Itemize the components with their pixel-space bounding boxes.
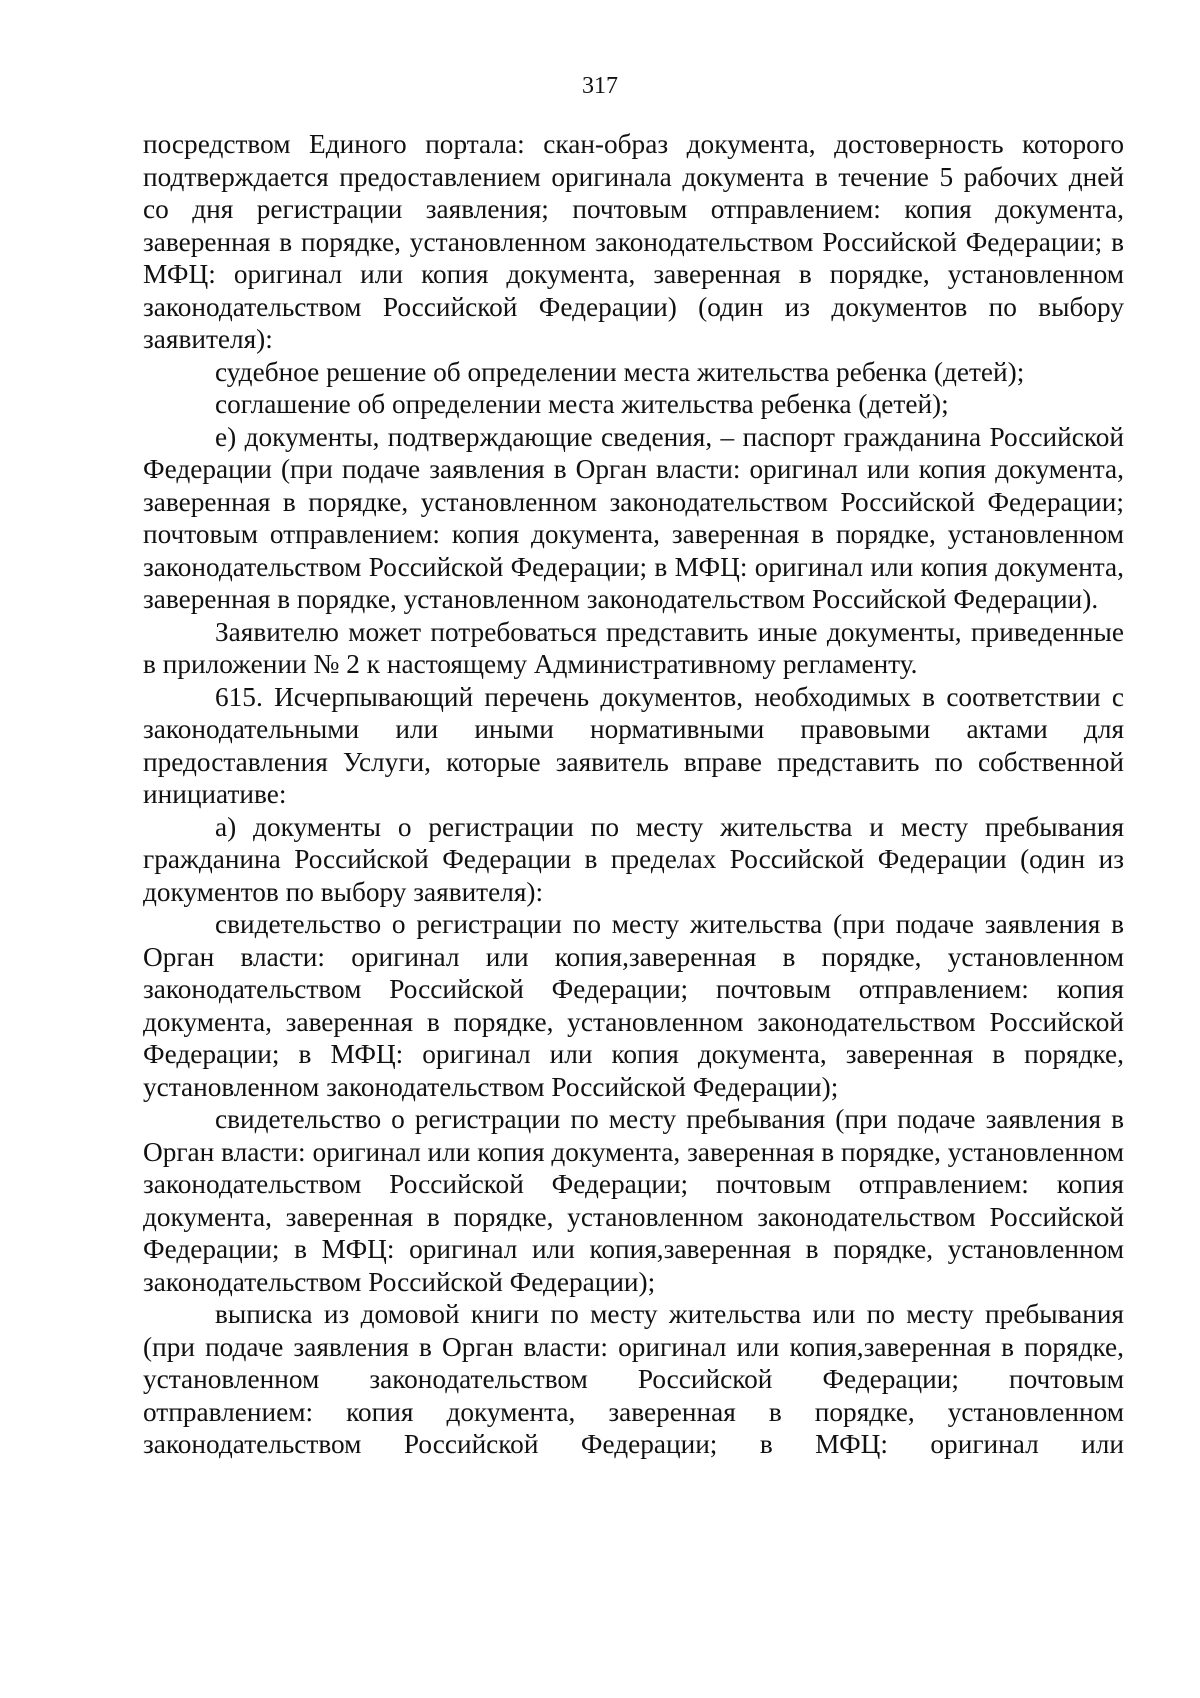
paragraph-item-e-passport: е) документы, подтверждающие сведения, – паспорт гражданина Российской Федерации (при подаче заявления в Орган власти: оригинал или копия документа, заверенная в порядке, установленном законодательством Российской Федерации; почтовым отправлением: копия документа, заверенная в порядке, установленном законодательством Российской Федерации; в МФЦ: оригинал или копия документа, заверенная в порядке, установленном законодательством Российской Федерации). [143, 421, 1124, 614]
document-body [143, 128, 1124, 1461]
paragraph-residence-certificate: свидетельство о регистрации по месту жительства (при подаче заявления в Орган власти: оригинал или копия,заверенная в порядке, установленном законодательством Российской Федерации; почтовым отправлением: копия документа, заверенная в порядке, установленном законодательством Российской Федерации; в МФЦ: оригинал или копия документа, заверенная в порядке, установленном законодательством Российской Федерации); [143, 909, 1124, 1102]
paragraph-615-list: 615. Исчерпывающий перечень документов, необходимых в соответствии с законодательными или иными нормативными правовыми актами для предоставления Услуги, которые заявитель вправе представить по собственной инициативе: [143, 681, 1124, 809]
paragraph-court-decision: судебное решение об определении места жительства ребенка (детей); [215, 356, 1025, 387]
paragraph-item-a-registration: а) документы о регистрации по месту жительства и месту пребывания гражданина Российской Федерации в пределах Российской Федерации (один из документов по выбору заявителя): [143, 811, 1124, 907]
paragraph-agreement: соглашение об определении места жительства ребенка (детей); [215, 389, 949, 419]
page-number: 317 [582, 73, 618, 99]
paragraph-house-book-extract: выписка из домовой книги по месту жительства или по месту пребывания (при подаче заявления в Орган власти: оригинал или копия,заверенная в порядке, установленном законодательством Российской Федерации; почтовым отправлением: копия документа, заверенная в порядке, установленном законодательством Российской Федерации; в МФЦ: оригинал или [143, 1299, 1124, 1459]
paragraph-stay-certificate: свидетельство о регистрации по месту пребывания (при подаче заявления в Орган власти: оригинал или копия документа, заверенная в порядке, установленном законодательством Российской Федерации; почтовым отправлением: копия документа, заверенная в порядке, установленном законодательством Российской Федерации; в МФЦ: оригинал или копия,заверенная в порядке, установленном законодательством Российской Федерации); [143, 1104, 1124, 1297]
paragraph-other-documents: Заявителю может потребоваться представить иные документы, приведенные в приложении № 2 к настоящему Административному регламенту. [143, 616, 1124, 679]
paragraph-portal-docs: посредством Единого портала: скан-образ документа, достоверность которого подтверждается предоставлением оригинала документа в течение 5 рабочих дней со дня регистрации заявления; почтовым отправлением: копия документа, заверенная в порядке, установленном законодательством Российской Федерации; в МФЦ: оригинал или копия документа, заверенная в порядке, установленном законодательством Российской Федерации) (один из документов по выбору заявителя): [143, 129, 1124, 354]
